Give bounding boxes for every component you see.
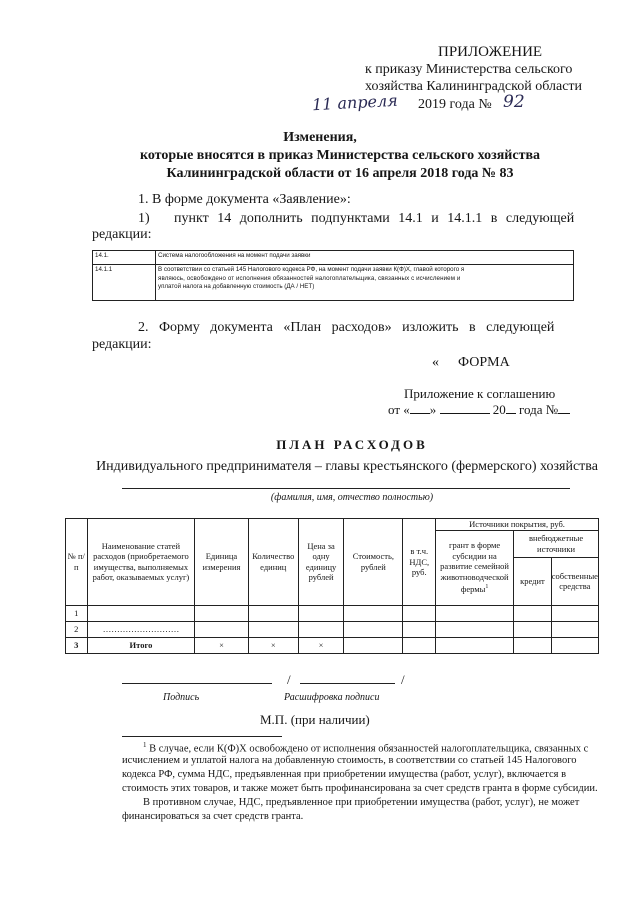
sources-header: Источники покрытия, руб. <box>436 519 599 531</box>
footnote-p1-l3: кодекса РФ, сумма НДС, предъявленная при приобретении имущества (работ, услуг), включается в <box>122 769 567 780</box>
table-row <box>66 621 599 637</box>
table-row <box>93 265 574 301</box>
header-line2: хозяйства Калининградской области <box>365 79 583 94</box>
credit-header: кредит <box>514 557 552 605</box>
cell-name: ……………………… <box>87 621 195 637</box>
order-year-number: 2019 года № <box>418 97 492 112</box>
changes-title: Изменения, <box>283 130 357 145</box>
cell-own <box>551 621 598 637</box>
section2-cont: редакции: <box>92 337 152 352</box>
cell-qty <box>248 621 298 637</box>
handwritten-number: 92 <box>503 92 525 112</box>
row-text-line: являюсь, освобождено от исполнения обязанностей налогоплательщика, связанных с исчислением и <box>158 274 461 282</box>
col-cost-header: Стоимость, рублей <box>344 519 403 606</box>
name-caption: (фамилия, имя, отчество полностью) <box>270 492 434 503</box>
cell-num: 3 <box>66 637 88 653</box>
cell-own <box>551 605 598 621</box>
cell-credit <box>514 621 552 637</box>
cell-own <box>551 637 598 653</box>
cell-qty: × <box>248 637 298 653</box>
cell-unit <box>195 605 248 621</box>
row-number: 14.1.1 <box>93 265 156 301</box>
footnote-text: В случае, если К(Ф)Х освобождено от исполнения обязанностей налогоплательщика, связанных с <box>149 743 589 755</box>
non-budget-header: внебюджетные источники <box>514 530 599 557</box>
cell-grant <box>436 605 514 621</box>
footnote-p1-l2: исчислением и уплатой налога на добавленную стоимость, в соответствии со статьей 145 Налогового <box>122 755 577 766</box>
grant-footnote-mark: 1 <box>485 584 489 591</box>
changes-subtitle-1: которые вносятся в приказ Министерства сельского хозяйства <box>139 148 541 163</box>
year-prefix: 20 <box>492 402 506 417</box>
table-row <box>93 251 574 265</box>
section2-text: 2. Форму документа «План расходов» изложить в следующей <box>138 320 555 335</box>
expense-table <box>65 518 599 654</box>
cell-unit <box>195 621 248 637</box>
row-number: 14.1. <box>93 251 156 265</box>
cell-grant <box>436 621 514 637</box>
handwritten-date: 11 апреля <box>311 90 399 115</box>
cell-grant <box>436 637 514 653</box>
tax-system-table <box>92 250 574 301</box>
section1-title: 1. В форме документа «Заявление»: <box>138 192 351 207</box>
cell-cost <box>344 605 403 621</box>
footnote-p1-l1 <box>143 741 588 755</box>
footnote-separator <box>122 736 282 737</box>
header-line1: к приказу Министерства сельского <box>365 62 573 77</box>
plan-title: ПЛАН РАСХОДОВ <box>276 437 428 452</box>
cell-cost <box>344 637 403 653</box>
table-row <box>66 605 599 621</box>
section1-item-text: пункт 14 дополнить подпунктами 14.1 и 14.1.1 в следующей <box>174 211 575 226</box>
decode-line <box>300 683 395 684</box>
grant-header <box>436 530 514 605</box>
header-row <box>66 519 599 531</box>
cell-name <box>87 605 195 621</box>
date-prefix: от « <box>388 402 410 417</box>
grant-label: грант в форме субсидии на развитие семейной животноводческой фермы <box>440 540 509 595</box>
signature-slash-2: / <box>401 672 405 687</box>
col-unit-header: Единица измерения <box>195 519 248 606</box>
decode-label: Расшифровка подписи <box>284 692 380 703</box>
number-prefix: года № <box>519 402 559 417</box>
signature-line <box>122 683 272 684</box>
cell-credit <box>514 605 552 621</box>
signature-label: Подпись <box>163 692 200 703</box>
cell-name: Итого <box>87 637 195 653</box>
cell-price <box>298 605 343 621</box>
year-blank <box>506 402 516 414</box>
forma-quote: « <box>432 355 439 370</box>
section1-item-number: 1) <box>138 211 150 226</box>
col-vat-header: в т.ч. НДС, руб. <box>403 519 436 606</box>
own-funds-header: собственные средства <box>551 557 598 605</box>
signature-slash-1: / <box>287 672 291 687</box>
cell-vat <box>403 605 436 621</box>
cell-qty <box>248 605 298 621</box>
cell-num: 1 <box>66 605 88 621</box>
col-num-header: № п/п <box>66 519 88 606</box>
month-blank <box>440 402 490 414</box>
day-blank <box>410 402 430 414</box>
cell-vat <box>403 621 436 637</box>
footnote-mark: 1 <box>143 741 147 749</box>
number-blank <box>558 402 570 414</box>
cell-unit: × <box>195 637 248 653</box>
appendix-title: ПРИЛОЖЕНИЕ <box>438 44 543 60</box>
stamp-place: М.П. (при наличии) <box>260 712 370 727</box>
cell-num: 2 <box>66 621 88 637</box>
footnote-p2-l2: финансироваться за счет средств гранта. <box>122 811 304 822</box>
name-line <box>122 488 570 489</box>
cell-credit <box>514 637 552 653</box>
cell-vat <box>403 637 436 653</box>
changes-subtitle-2: Калининградской области от 16 апреля 2018 года № 83 <box>166 166 514 181</box>
row-text-line: уплатой налога на добавленную стоимость (ДА / НЕТ) <box>158 283 315 290</box>
row-text <box>156 265 574 301</box>
col-price-header: Цена за одну единицу рублей <box>298 519 343 606</box>
col-qty-header: Количество единиц <box>248 519 298 606</box>
appendix-ref-line1: Приложение к соглашению <box>404 386 556 401</box>
appendix-ref-line2 <box>388 402 570 418</box>
forma-label: ФОРМА <box>458 355 510 370</box>
row-text-line: В соответствии со статьей 145 Налогового кодекса РФ, на момент подачи заявки К(Ф)Х, главой которого я <box>158 266 465 273</box>
cell-price <box>298 621 343 637</box>
cell-cost <box>344 621 403 637</box>
plan-subtitle: Индивидуального предпринимателя – главы крестьянского (фермерского) хозяйства <box>96 459 598 474</box>
footnote-p1-l4: стоимость этих товаров, и также может быть профинансирована за счет средств гранта в форме субсидии. <box>122 783 598 794</box>
section1-item-cont: редакции: <box>92 227 152 242</box>
row-text: Система налогообложения на момент подачи заявки <box>156 251 574 265</box>
footnote-p2-l1: В противном случае, НДС, предъявленное при приобретении имущества (работ, услуг), не может <box>143 797 580 808</box>
cell-price: × <box>298 637 343 653</box>
date-close-quote: » <box>429 402 437 417</box>
col-name-header: Наименование статей расходов (приобретаемого имущества, выполняемых работ, оказываемых услуг) <box>87 519 195 606</box>
table-row <box>66 637 599 653</box>
